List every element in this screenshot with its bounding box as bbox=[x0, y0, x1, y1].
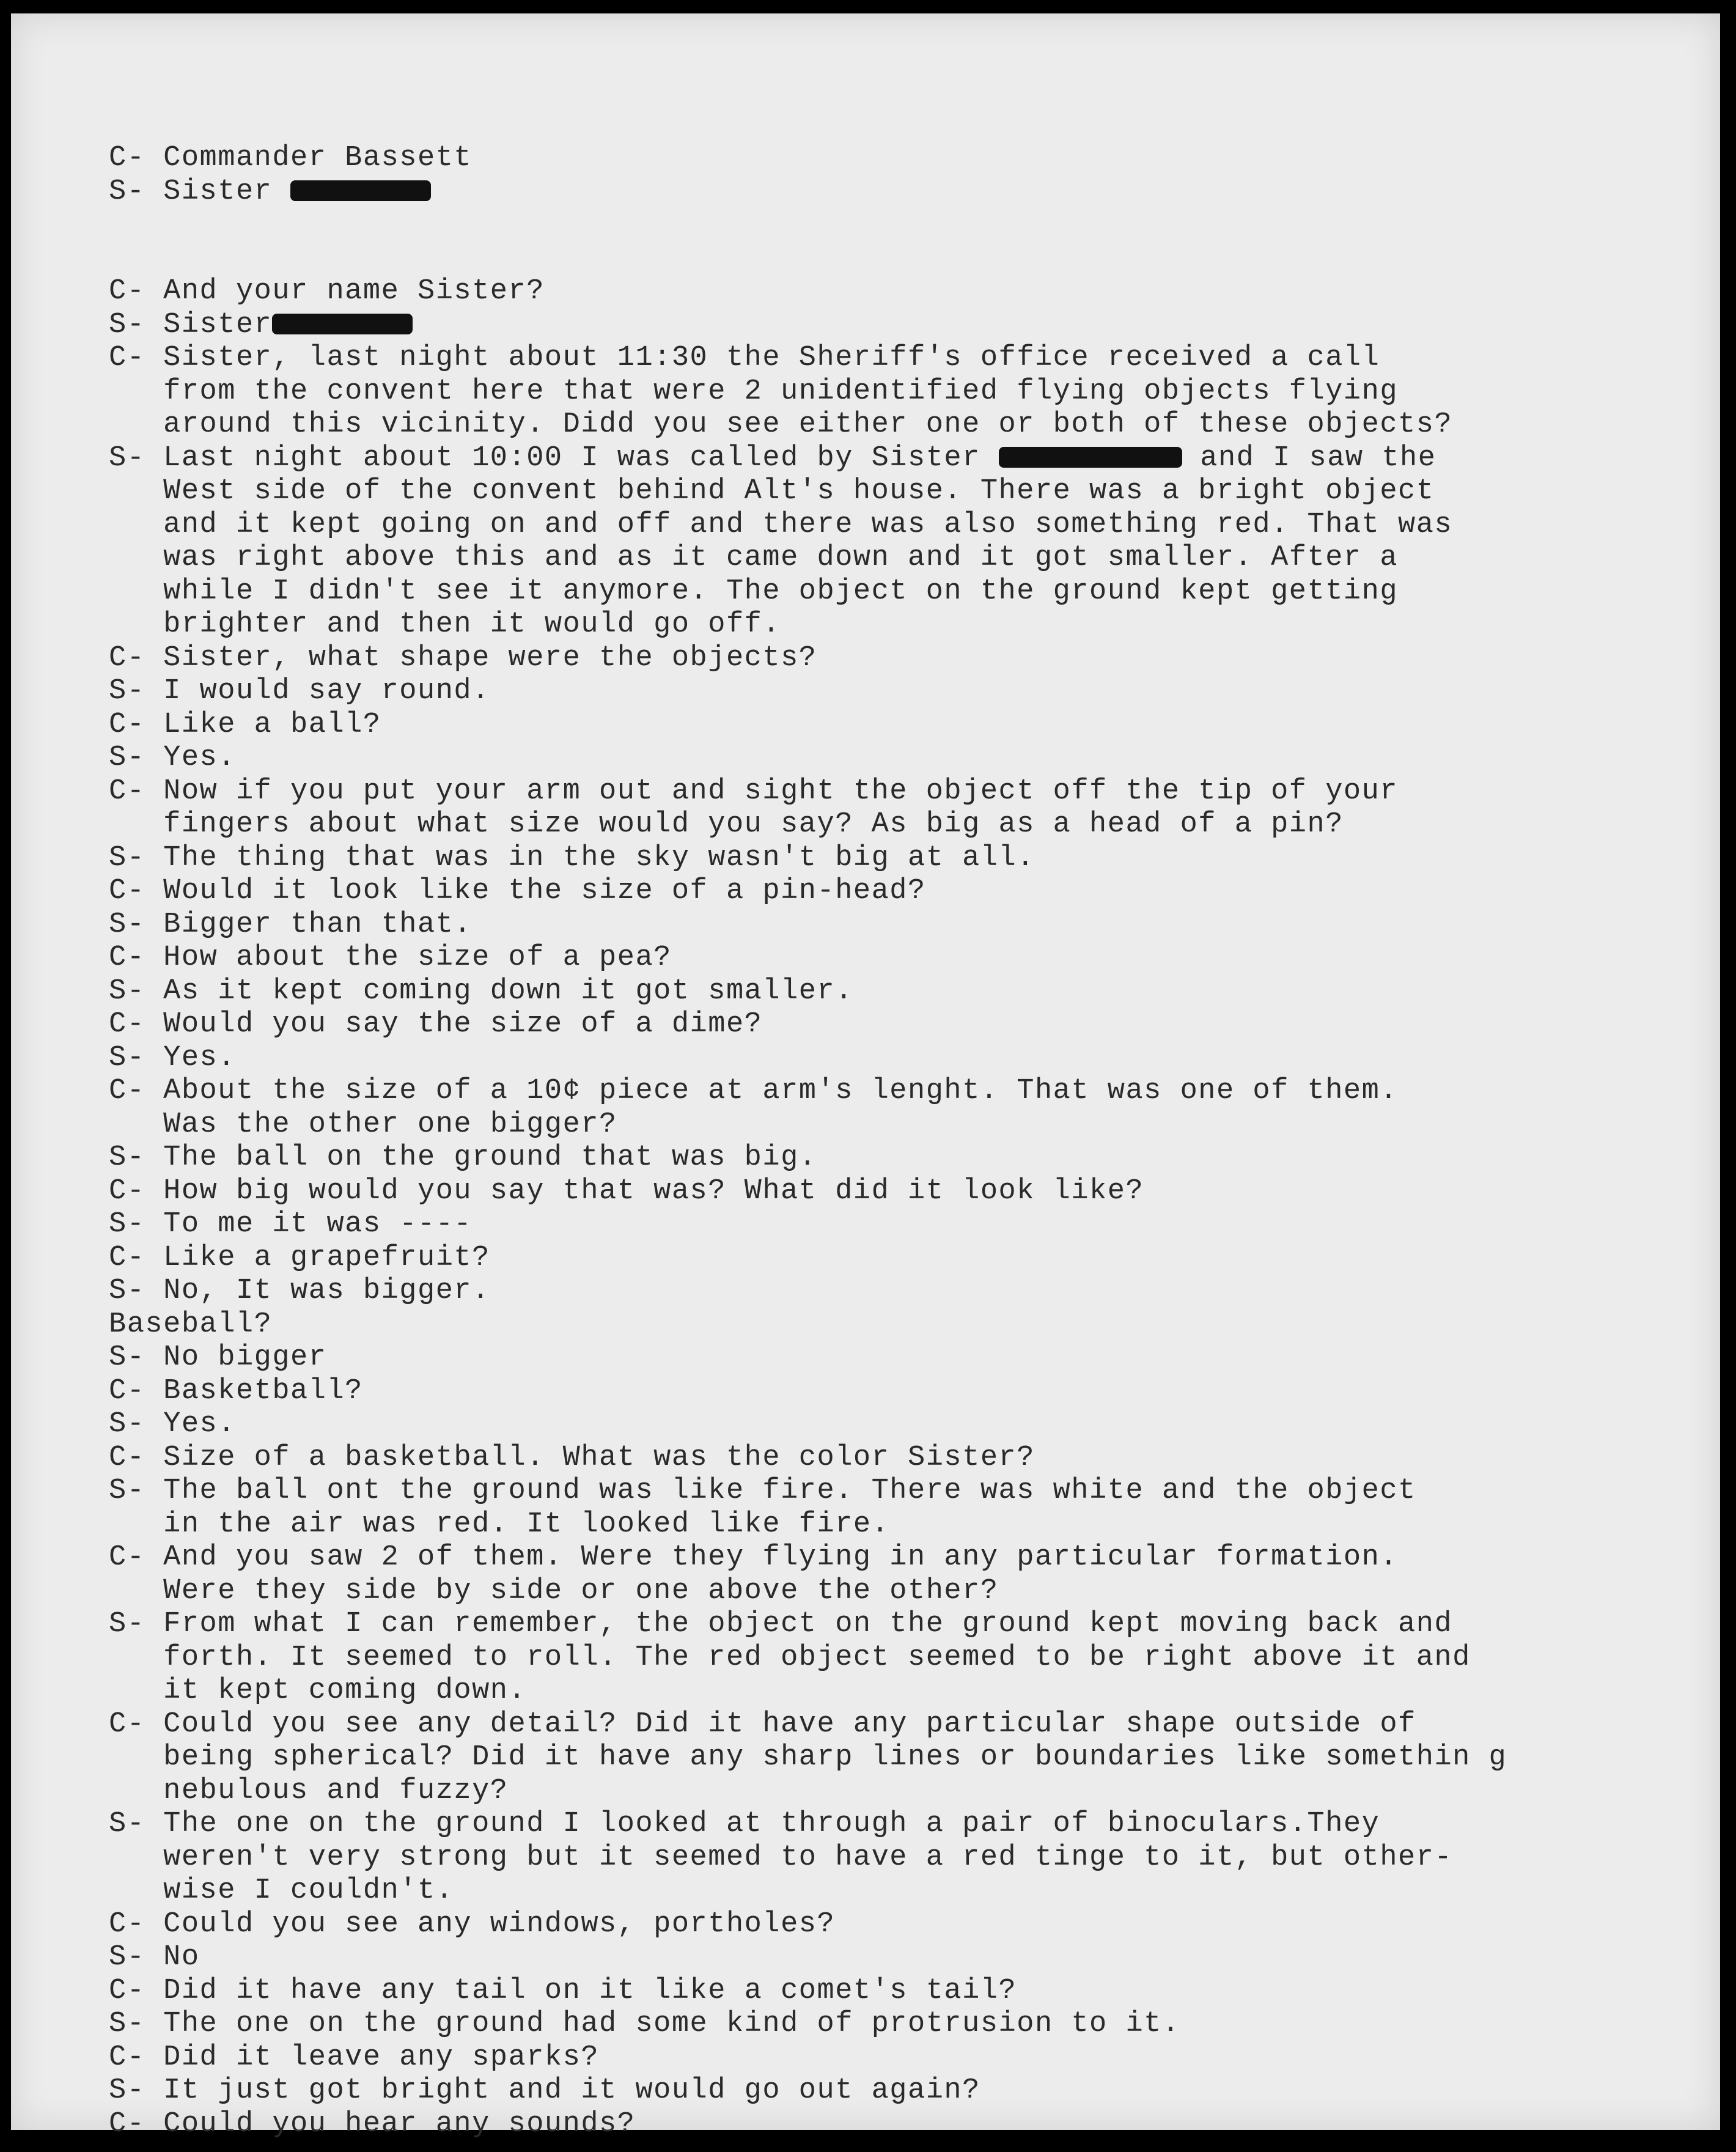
utterance-text: I would say round. bbox=[163, 675, 490, 707]
transcript-line bbox=[109, 1208, 1661, 1242]
transcript-line bbox=[109, 1608, 1661, 1642]
utterance-text: while I didn't see it anymore. The object on the ground kept getting bbox=[163, 575, 1399, 608]
header-line bbox=[109, 175, 1661, 209]
utterance-text: brighter and then it would go off. bbox=[163, 608, 781, 641]
speaker-prefix: C- bbox=[109, 875, 164, 907]
speaker-prefix: C- bbox=[109, 142, 164, 174]
transcript-line bbox=[109, 1808, 1661, 1841]
transcript-line bbox=[109, 408, 1661, 442]
speaker-prefix: C- bbox=[109, 342, 164, 374]
speaker-prefix: S- bbox=[109, 1608, 164, 1640]
transcript-line bbox=[109, 1141, 1661, 1175]
speaker-prefix bbox=[109, 1675, 163, 1707]
transcript-line bbox=[109, 2041, 1661, 2075]
spacer bbox=[109, 208, 1661, 275]
transcript-line bbox=[109, 709, 1661, 742]
utterance-text: The thing that was in the sky wasn't big at all. bbox=[163, 841, 1035, 874]
utterance-text: forth. It seemed to roll. The red object seemed to be right above it and bbox=[163, 1641, 1471, 1674]
utterance-text: Like a ball? bbox=[163, 708, 381, 741]
transcript-line bbox=[109, 1341, 1661, 1375]
header-text: Commander Bassett bbox=[163, 142, 473, 174]
speaker-prefix: S- bbox=[109, 675, 164, 707]
utterance-text: Would it look like the size of a pin-head? bbox=[163, 875, 926, 907]
speaker-prefix: S- bbox=[109, 1808, 164, 1840]
transcript-line bbox=[109, 1475, 1661, 1508]
utterance-text: it kept coming down. bbox=[163, 1675, 527, 1707]
transcript-line bbox=[109, 1108, 1661, 1142]
transcript-line bbox=[109, 1874, 1661, 1908]
utterance-text: Could you see any detail? Did it have any particular shape outside of bbox=[163, 1708, 1416, 1741]
speaker-prefix: S- bbox=[109, 175, 164, 208]
transcript-line bbox=[109, 1741, 1661, 1775]
utterance-text: Sister bbox=[163, 308, 273, 341]
speaker-prefix: S- bbox=[109, 1208, 164, 1240]
transcript-line bbox=[109, 1541, 1661, 1575]
transcript-line bbox=[109, 1442, 1661, 1475]
transcript-line bbox=[109, 875, 1661, 908]
transcript-line bbox=[109, 842, 1661, 875]
utterance-text: No, It was bigger. bbox=[163, 1275, 490, 1307]
utterance-text: Baseball? bbox=[109, 1308, 273, 1341]
speaker-prefix: C- bbox=[109, 1708, 164, 1741]
transcript-line bbox=[109, 275, 1661, 309]
transcript-line bbox=[109, 2008, 1661, 2041]
utterance-text: How big would you say that was? What did it look like? bbox=[163, 1174, 1144, 1207]
speaker-prefix bbox=[109, 1642, 163, 1674]
speaker-prefix bbox=[109, 1108, 163, 1141]
transcript-line bbox=[109, 1975, 1661, 2008]
transcript-line bbox=[109, 1908, 1661, 1942]
speaker-prefix: C- bbox=[109, 1441, 164, 1474]
transcript-line bbox=[109, 975, 1661, 1009]
transcript-line bbox=[109, 1175, 1661, 1209]
speaker-prefix: C- bbox=[109, 2041, 164, 2074]
transcript-line bbox=[109, 575, 1661, 609]
redaction-bar bbox=[272, 314, 413, 334]
utterance-text: Like a grapefruit? bbox=[163, 1241, 490, 1274]
speaker-prefix: C- bbox=[109, 942, 164, 974]
transcript-line bbox=[109, 1008, 1661, 1042]
transcript-line bbox=[109, 342, 1661, 375]
utterance-text: Would you say the size of a dime? bbox=[163, 1008, 763, 1041]
utterance-text: fingers about what size would you say? As big as a head of a pin? bbox=[163, 808, 1344, 841]
transcript-line bbox=[109, 808, 1661, 842]
utterance-text: Could you hear any sounds? bbox=[163, 2107, 636, 2140]
speaker-prefix: C- bbox=[109, 1075, 164, 1107]
transcript-line bbox=[109, 2108, 1661, 2142]
transcript-line bbox=[109, 2074, 1661, 2108]
speaker-prefix bbox=[109, 575, 163, 608]
utterance-text: Yes. bbox=[163, 1041, 236, 1074]
utterance-text: Sister, what shape were the objects? bbox=[163, 641, 817, 674]
speaker-prefix: S- bbox=[109, 1041, 164, 1074]
transcript-line bbox=[109, 742, 1661, 775]
utterance-text: No bigger bbox=[163, 1341, 327, 1374]
speaker-prefix bbox=[109, 1508, 163, 1541]
utterance-text: The one on the ground had some kind of protrusion to it. bbox=[163, 2008, 1180, 2040]
transcript-line bbox=[109, 509, 1661, 542]
speaker-prefix bbox=[109, 408, 163, 441]
speaker-prefix bbox=[109, 375, 163, 408]
speaker-prefix: C- bbox=[109, 1541, 164, 1574]
transcript-line bbox=[109, 1575, 1661, 1608]
utterance-text: Did it leave any sparks? bbox=[163, 2041, 600, 2074]
transcript-line bbox=[109, 1775, 1661, 1808]
transcript-line bbox=[109, 675, 1661, 709]
transcript-line bbox=[109, 642, 1661, 676]
speaker-prefix: S- bbox=[109, 975, 164, 1008]
speaker-prefix: C- bbox=[109, 1974, 164, 2007]
transcript-line bbox=[109, 375, 1661, 409]
utterance-text: The ball on the ground that was big. bbox=[163, 1141, 817, 1174]
speaker-prefix: S- bbox=[109, 1275, 164, 1307]
speaker-prefix: C- bbox=[109, 1008, 164, 1041]
speaker-prefix bbox=[109, 1741, 163, 1774]
speaker-prefix: S- bbox=[109, 2008, 164, 2040]
utterance-text: around this vicinity. Didd you see either one or both of these objects? bbox=[163, 408, 1453, 441]
speaker-prefix: S- bbox=[109, 1941, 164, 1973]
speaker-prefix: S- bbox=[109, 742, 164, 774]
transcript-line bbox=[109, 908, 1661, 942]
utterance-text: Yes. bbox=[163, 742, 236, 774]
utterance-text: West side of the convent behind Alt's house. There was a bright object bbox=[163, 475, 1435, 507]
speaker-prefix bbox=[109, 1841, 163, 1874]
header-line bbox=[109, 142, 1661, 175]
speaker-prefix bbox=[109, 509, 163, 541]
speaker-prefix: C- bbox=[109, 1174, 164, 1207]
speaker-prefix: S- bbox=[109, 1141, 164, 1174]
utterance-text: Size of a basketball. What was the color Sister? bbox=[163, 1441, 1035, 1474]
speaker-prefix: C- bbox=[109, 775, 164, 808]
transcript-line bbox=[109, 1841, 1661, 1875]
utterance-text: As it kept coming down it got smaller. bbox=[163, 975, 853, 1008]
speaker-prefix bbox=[109, 808, 163, 841]
utterance-text: Sister, last night about 11:30 the Sheriff's office received a call bbox=[163, 342, 1380, 374]
speaker-prefix: S- bbox=[109, 2074, 164, 2107]
speaker-prefix bbox=[109, 1575, 163, 1607]
document-page bbox=[11, 13, 1720, 2140]
speaker-prefix: S- bbox=[109, 308, 164, 341]
transcript-line bbox=[109, 775, 1661, 809]
transcript-line bbox=[109, 542, 1661, 575]
header-text: Sister bbox=[163, 175, 273, 208]
utterance-text: And your name Sister? bbox=[163, 275, 545, 308]
transcript-line bbox=[109, 1308, 1661, 1342]
utterance-text: wise I couldn't. bbox=[163, 1874, 454, 1907]
utterance-text: Was the other one bigger? bbox=[163, 1108, 617, 1141]
redaction-bar bbox=[290, 180, 431, 201]
utterance-text: Did it have any tail on it like a comet's tail? bbox=[163, 1974, 1017, 2007]
utterance-text: Were they side by side or one above the other? bbox=[163, 1574, 999, 1607]
transcript-line bbox=[109, 1508, 1661, 1542]
utterance-text: Basketball? bbox=[163, 1374, 363, 1407]
utterance-text: The ball ont the ground was like fire. There was white and the object bbox=[163, 1475, 1416, 1507]
utterance-text: Could you see any windows, portholes? bbox=[163, 1907, 836, 1940]
speaker-prefix bbox=[109, 1775, 163, 1807]
utterance-text: Last night about 10:00 I was called by Sister bbox=[163, 441, 980, 474]
speaker-prefix: S- bbox=[109, 1408, 164, 1440]
transcript-line bbox=[109, 608, 1661, 642]
utterance-text: Bigger than that. bbox=[163, 908, 473, 941]
transcript-line bbox=[109, 1675, 1661, 1708]
speaker-prefix: S- bbox=[109, 1475, 164, 1507]
utterance-text: in the air was red. It looked like fire. bbox=[163, 1508, 890, 1541]
speaker-prefix: S- bbox=[109, 908, 164, 941]
speaker-prefix: S- bbox=[109, 441, 164, 474]
speaker-prefix: C- bbox=[109, 1374, 164, 1407]
transcript-line bbox=[109, 1242, 1661, 1275]
speaker-prefix: C- bbox=[109, 1907, 164, 1940]
speaker-prefix: C- bbox=[109, 275, 164, 308]
utterance-text: and I saw the bbox=[1182, 441, 1436, 474]
utterance-text: was right above this and as it came down and it got smaller. After a bbox=[163, 542, 1399, 574]
transcript-body bbox=[109, 142, 1661, 2141]
transcript-line bbox=[109, 1941, 1661, 1975]
utterance-text: Yes. bbox=[163, 1408, 236, 1440]
utterance-text: being spherical? Did it have any sharp lines or boundaries like somethin g bbox=[163, 1741, 1507, 1774]
utterance-text: and it kept going on and off and there was also something red. That was bbox=[163, 508, 1453, 541]
transcript-line bbox=[109, 942, 1661, 975]
speaker-prefix bbox=[109, 608, 163, 641]
utterance-text: How about the size of a pea? bbox=[163, 942, 672, 974]
speaker-prefix: C- bbox=[109, 2107, 164, 2140]
transcript-line bbox=[109, 1708, 1661, 1742]
utterance-text: About the size of a 10¢ piece at arm's lenght. That was one of them. bbox=[163, 1075, 1399, 1107]
utterance-text: from the convent here that were 2 unidentified flying objects flying bbox=[163, 375, 1399, 408]
speaker-prefix bbox=[109, 542, 163, 574]
speaker-prefix bbox=[109, 475, 163, 507]
speaker-prefix: C- bbox=[109, 708, 164, 741]
transcript-line bbox=[109, 1075, 1661, 1108]
transcript-line bbox=[109, 1042, 1661, 1075]
speaker-prefix: S- bbox=[109, 841, 164, 874]
speaker-prefix: C- bbox=[109, 641, 164, 674]
utterance-text: nebulous and fuzzy? bbox=[163, 1774, 509, 1807]
speaker-prefix: S- bbox=[109, 1341, 164, 1374]
speaker-prefix: C- bbox=[109, 1241, 164, 1274]
utterance-text: Now if you put your arm out and sight the object off the tip of your bbox=[163, 775, 1399, 808]
transcript-line bbox=[109, 1375, 1661, 1409]
transcript-line bbox=[109, 475, 1661, 509]
transcript-line bbox=[109, 1275, 1661, 1308]
transcript-line bbox=[109, 442, 1661, 476]
utterance-text: weren't very strong but it seemed to have a red tinge to it, but other- bbox=[163, 1841, 1453, 1874]
transcript-line bbox=[109, 309, 1661, 342]
utterance-text: It just got bright and it would go out again? bbox=[163, 2074, 980, 2107]
speaker-prefix bbox=[109, 1874, 163, 1907]
utterance-text: No bbox=[163, 1941, 200, 1973]
utterance-text: The one on the ground I looked at through a pair of binoculars.They bbox=[163, 1808, 1380, 1840]
utterance-text: To me it was ---- bbox=[163, 1208, 473, 1240]
transcript-line bbox=[109, 1408, 1661, 1442]
utterance-text: From what I can remember, the object on the ground kept moving back and bbox=[163, 1608, 1453, 1640]
redaction-bar bbox=[999, 447, 1182, 468]
transcript-line bbox=[109, 1642, 1661, 1675]
utterance-text: And you saw 2 of them. Were they flying in any particular formation. bbox=[163, 1541, 1399, 1574]
